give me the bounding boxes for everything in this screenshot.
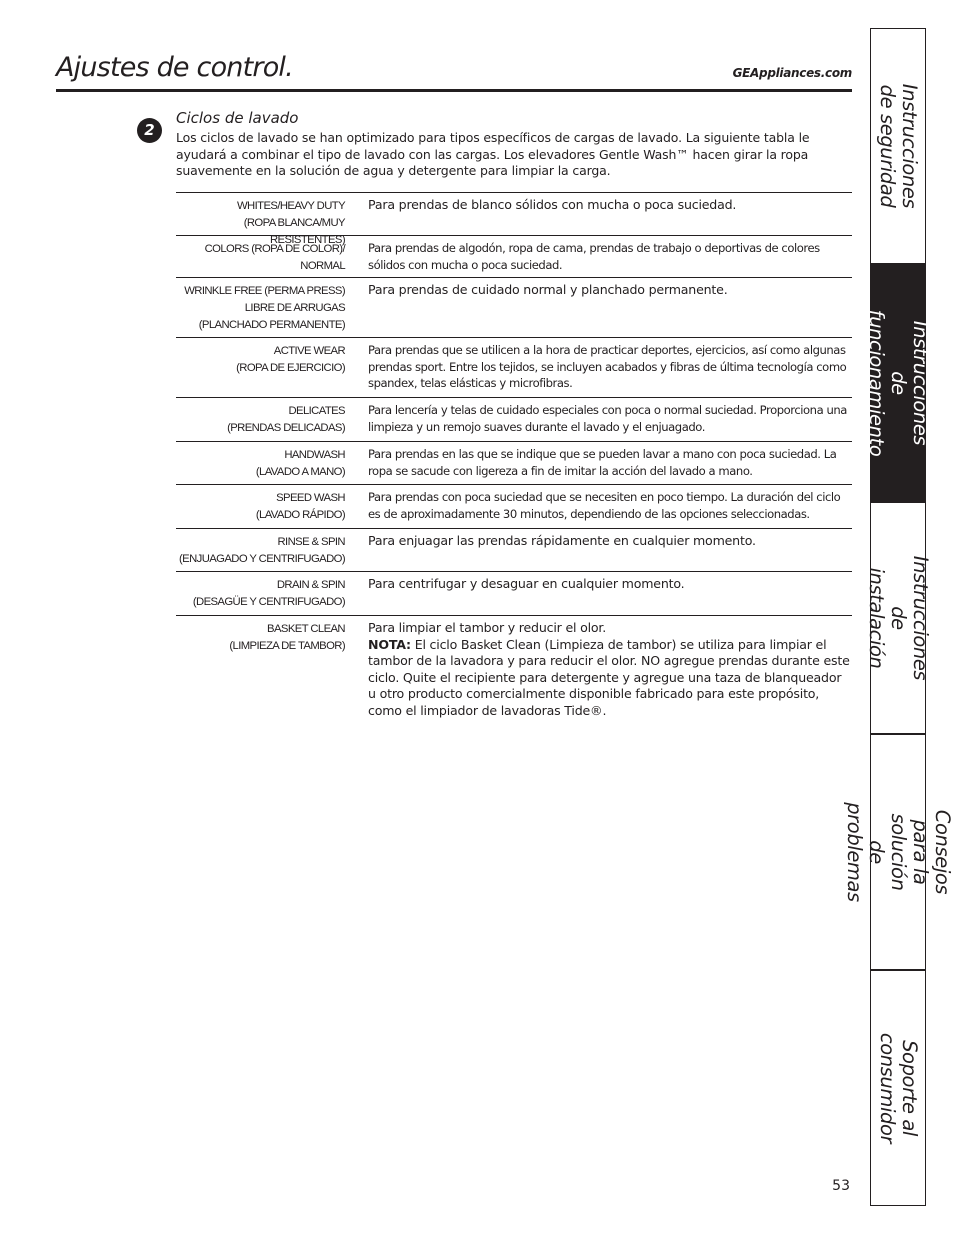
cycle-name: SPEED WASH (LAVADO RÁPIDO)	[255, 492, 345, 521]
cycle-description: Para centrifugar y desaguar en cualquier momento.	[368, 576, 685, 591]
website-url: GEAppliances.com	[732, 66, 852, 80]
tab-label: Instrucciones de instalación	[865, 555, 932, 681]
cycle-name: DELICATES (PRENDAS DELICADAS)	[227, 405, 345, 434]
section-intro: Los ciclos de lavado se han optimizado para tipos específicos de cargas de lavado. La siguiente tabla le ayudará a combinar el tipo de lavado con las cargas. Los elevadores Gentle Wash™ hacen girar la ropa suavemente en la solución de agua y detergente para limpiar la carga.	[176, 130, 810, 178]
step-number-badge: 2	[137, 118, 162, 143]
table-row	[176, 484, 852, 528]
cycle-name: RINSE & SPIN (ENJUAGADO Y CENTRIFUGADO)	[178, 536, 345, 565]
table-row	[176, 528, 852, 571]
table-row	[176, 337, 852, 397]
table-row	[176, 397, 852, 441]
tab-label: Instrucciones de seguridad	[876, 83, 921, 209]
tab-installation-instructions[interactable]	[865, 501, 932, 733]
note-label: NOTA:	[368, 636, 411, 652]
cycle-name: ACTIVE WEAR (ROPA DE EJERCICIO)	[236, 345, 345, 374]
cycle-name: WRINKLE FREE (PERMA PRESS) LIBRE DE ARRUGAS (PLANCHADO PERMANENTE)	[184, 285, 345, 331]
wash-cycles-table	[176, 192, 852, 735]
cycle-description	[345, 616, 852, 735]
table-row	[176, 277, 852, 337]
tab-label: Consejos para la solución de problemas	[843, 802, 954, 902]
cycle-description: Para enjuagar las prendas rápidamente en cualquier momento.	[368, 533, 756, 548]
table-row	[176, 615, 852, 735]
tab-troubleshooting-tips[interactable]	[843, 733, 954, 969]
header-rule	[56, 89, 852, 92]
page-title: Ajustes de control.	[56, 52, 293, 83]
tab-safety-instructions[interactable]	[871, 29, 925, 263]
table-row	[176, 441, 852, 484]
cycle-name: HANDWASH (LAVADO A MANO)	[255, 449, 345, 478]
table-row	[176, 571, 852, 615]
tab-operating-instructions[interactable]	[865, 263, 932, 501]
tab-consumer-support[interactable]	[871, 969, 925, 1205]
cycle-description: Para prendas en las que se indique que se pueden lavar a mano con poca suciedad. La ropa se sacude con ligereza a fin de imitar la acción del lavado a mano.	[368, 447, 837, 478]
cycle-name: DRAIN & SPIN (DESAGÜE Y CENTRIFUGADO)	[192, 579, 345, 608]
cycle-description: Para prendas que se utilicen a la hora de practicar deportes, ejercicios, así como algunas prendas sport. Entre los tejidos, se incluyen acabados y fibras de última tecnología como spandex, telas elásticas y microfibras.	[368, 343, 847, 390]
cycle-description: Para prendas de cuidado normal y planchado permanente.	[368, 282, 728, 297]
note-text: El ciclo Basket Clean (Limpieza de tambor) se utiliza para limpiar el tambor de la lavadora y para reducir el olor. NO agregue prendas durante este ciclo. Quite el recipiente para detergente y agregue una taza de blanqueador u otro producto comercialmente disponible fabricado para este propósito, como el limpiador de lavadoras Tide®.	[368, 636, 850, 718]
cycle-description: Para prendas de blanco sólidos con mucha o poca suciedad.	[368, 197, 737, 212]
cycle-name: COLORS (ROPA DE COLOR)/ NORMAL	[204, 243, 345, 272]
cycle-name: BASKET CLEAN (LIMPIEZA DE TAMBOR)	[229, 623, 345, 652]
cycle-note	[368, 637, 852, 720]
cycle-description: Para prendas con poca suciedad que se necesiten en poco tiempo. La duración del ciclo es de aproximadamente 30 minutos, dependiendo de las opciones seleccionadas.	[368, 490, 841, 521]
tab-label: Soporte al consumidor	[876, 1032, 921, 1144]
cycle-description-text: Para limpiar el tambor y reducir el olor.	[368, 620, 607, 635]
page-number: 53	[832, 1178, 850, 1194]
section-heading: Ciclos de lavado	[176, 109, 299, 127]
cycle-description: Para prendas de algodón, ropa de cama, prendas de trabajo o deportivas de colores sólidos con mucha o poca suciedad.	[368, 241, 820, 272]
section-tabs	[843, 28, 954, 1206]
table-row	[176, 235, 852, 277]
cycle-description: Para lencería y telas de cuidado especiales con poca o normal suciedad. Proporciona una limpieza y un remojo suaves durante el lavado y el enjuagado.	[368, 403, 847, 434]
tab-label: Instrucciones de funcionamiento	[865, 309, 932, 457]
cycle-name: WHITES/HEAVY DUTY (ROPA BLANCA/MUY RESISTENTES)	[236, 200, 345, 246]
table-row	[176, 192, 852, 246]
